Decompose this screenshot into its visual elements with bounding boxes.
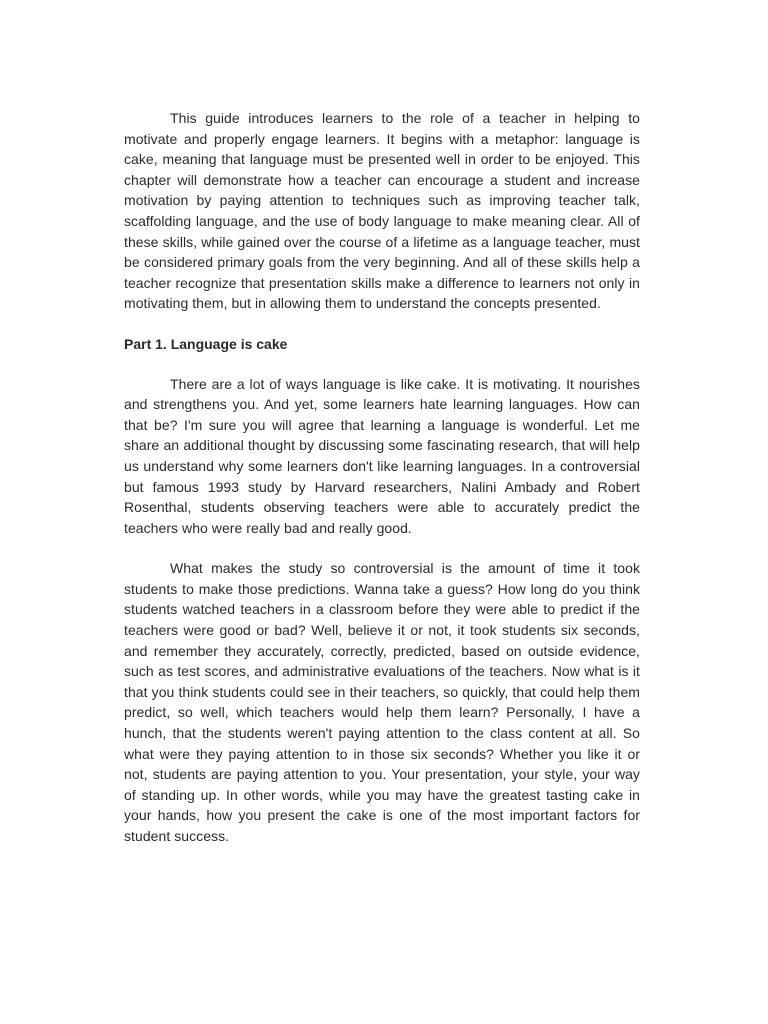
document-page [124,108,640,847]
body-paragraph: There are a lot of ways language is like cake. It is motivating. It nourishes and strengthens you. And yet, some learners hate learning languages. How can that be? I'm sure you will agree that learning a language is wonderful. Let me share an additional thought by discussing some fascinating research, that will help us understand why some learners don't like learning languages. In a controversial but famous 1993 study by Harvard researchers, Nalini Ambady and Robert Rosenthal, students observing teachers were able to accurately predict the teachers who were really bad and really good. [124,375,640,536]
intro-paragraph: This guide introduces learners to the role of a teacher in helping to motivate and properly engage learners. It begins with a metaphor: language is cake, meaning that language must be presented well in order to be enjoyed. This chapter will demonstrate how a teacher can encourage a student and increase motivation by paying attention to techniques such as improving teacher talk, scaffolding language, and the use of body language to make meaning clear. All of these skills, while gained over the course of a lifetime as a language teacher, must be considered primary goals from the very beginning. And all of these skills help a teacher recognize that presentation skills make a difference to learners not only in motivating them, but in allowing them to understand the concepts presented. [124,110,640,312]
body-paragraph: What makes the study so controversial is the amount of time it took students to make those predictions. Wanna take a guess? How long do you think students watched teachers in a classroom before they were able to predict if the teachers were good or bad? Well, believe it or not, it took students six seconds, and remember they accurately, correctly, predicted, based on outside evidence, such as test scores, and administrative evaluations of the teachers. Now what is it that you think students could see in their teachers, so quickly, that could help them predict, so well, which teachers would help them learn? Personally, I have a hunch, that the students weren't paying attention to the class content at all. So what were they paying attention to in those six seconds? Whether you like it or not, students are paying attention to you. Your presentation, your style, your way of standing up. In other words, while you may have the greatest tasting cake in your hands, how you present the cake is one of the most important factors for student success. [124,560,640,844]
section-heading: Part 1. Language is cake [124,335,288,352]
